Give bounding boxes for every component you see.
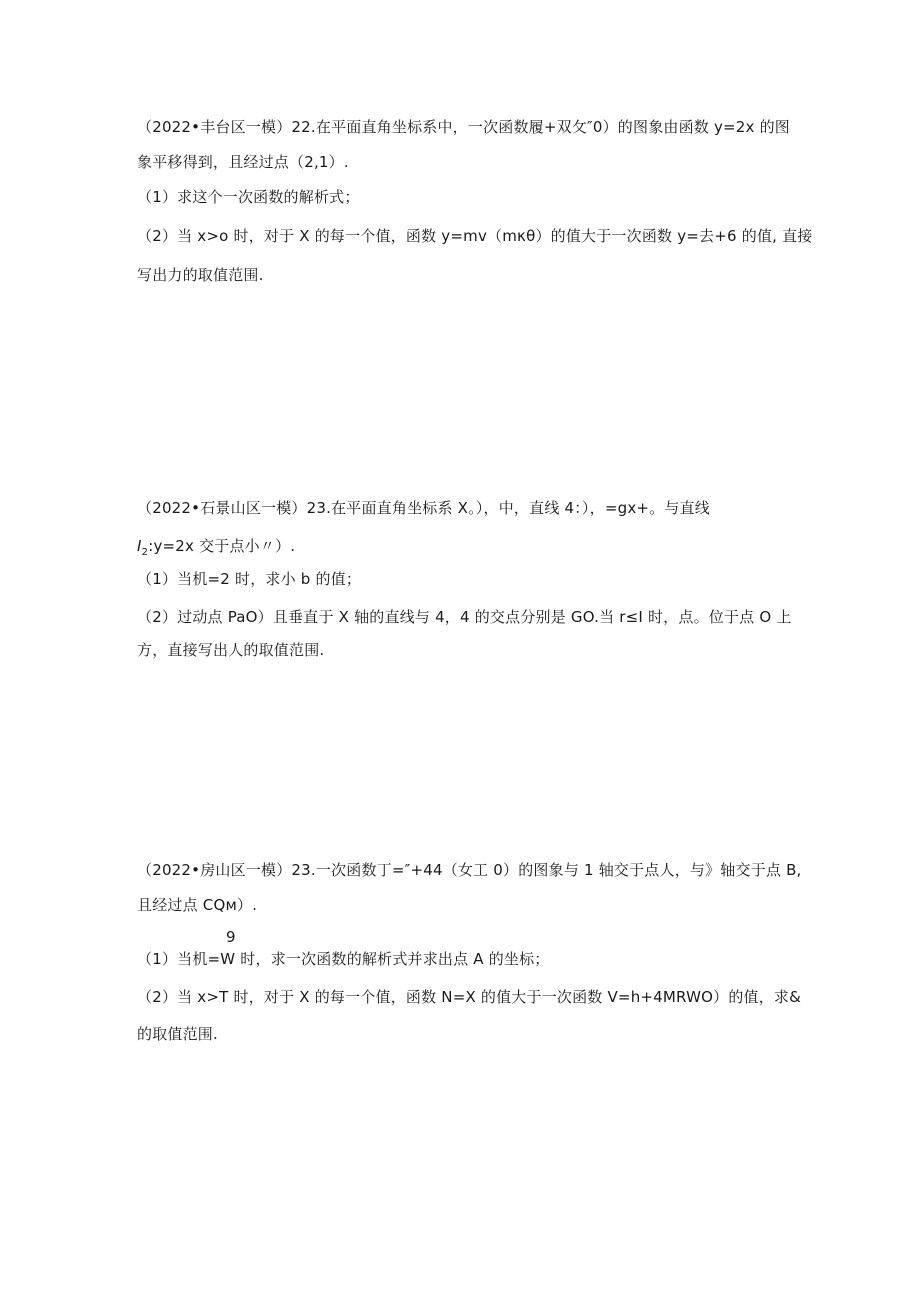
problem-1-line-5: 写出力的取值范围. [137, 266, 264, 284]
problem-3-line-1: （2022•房山区一模）23.一次函数丁=″+44（女工 0）的图象与 1 轴交于点人，与》轴交于点 B, [137, 861, 802, 879]
line-l-symbol: I [137, 537, 142, 555]
problem-3-part-2: （2）当 x>T 时，对于 X 的每一个值，函数 N=X 的值大于一次函数 V=h+4MRWO）的值，求& [137, 988, 802, 1006]
problem-2-line-2 [137, 536, 295, 563]
problem-2-part-2: （2）过动点 PaO）且垂直于 X 轴的直线与 4，4 的交点分别是 GO.当 r≤I 时，点。位于点 O 上 [137, 608, 792, 626]
problem-2-line-2-text: y=2x 交于点小〃）. [153, 537, 296, 555]
problem-1-part-1: （1）求这个一次函数的解析式； [137, 188, 360, 206]
problem-2-line-5: 方，直接写出人的取值范围. [137, 641, 325, 659]
problem-1-part-2: （2）当 x>o 时，对于 X 的每一个值，函数 y=mv（mκθ）的值大于一次函数 y=去+6 的值, 直接 [137, 227, 813, 245]
problem-2-line-1: （2022•石景山区一模）23.在平面直角坐标系 X。），中，直线 4：），=gx+。与直线 [137, 499, 710, 517]
problem-1-line-1: （2022•丰台区一模）22.在平面直角坐标系中，一次函数履+双攵″0）的图象由函数 y=2x 的图 [137, 118, 790, 136]
problem-3-part-1: （1）当机=W 时，求一次函数的解析式并求出点 A 的坐标； [137, 950, 550, 968]
problem-3-line-2: 且经过点 CQм）. [137, 896, 258, 914]
fraction-numerator: 9 [226, 928, 236, 946]
line-l-colon: : [148, 537, 154, 555]
problem-2-part-1: （1）当机=2 时，求小 b 的值； [137, 570, 362, 588]
problem-3-line-6: 的取值范围. [137, 1025, 218, 1043]
line-l-subscript: 2 [141, 547, 149, 558]
problem-1-line-2: 象平移得到，且经过点（2,1）. [137, 153, 349, 171]
